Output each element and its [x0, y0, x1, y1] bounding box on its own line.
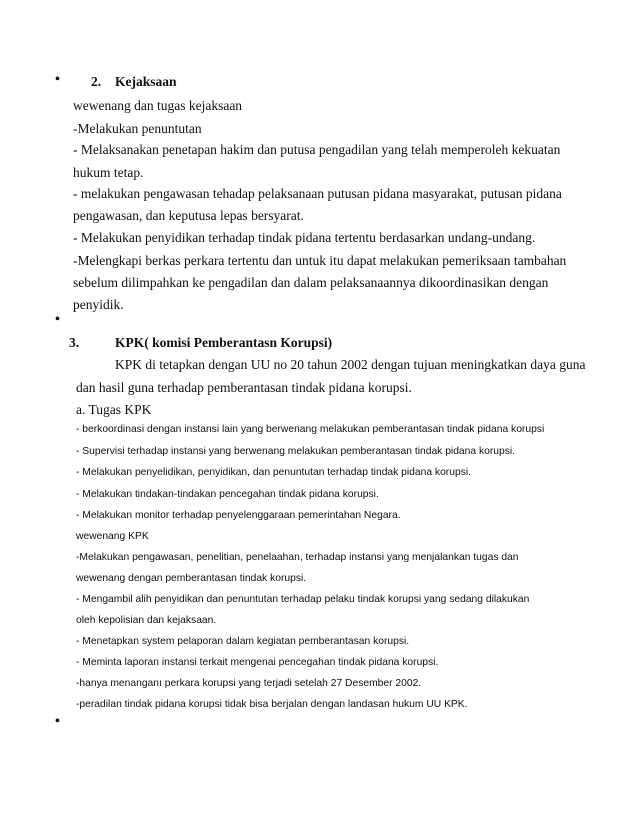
- list-bullet: •: [55, 714, 60, 729]
- list-item: - Melakukan tindakan-tindakan pencegahan tindak pidana korupsi.: [76, 489, 379, 500]
- section-title: KPK( komisi Pemberantasn Korupsi): [115, 335, 333, 350]
- list-item: - Melakukan monitor terhadap penyelenggaraan pemerintahan Negara.: [76, 510, 401, 521]
- list-item: - berkoordinasi dengan instansi lain yang berwenang melakukan pemberantasan tindak pidana korupsi: [76, 424, 545, 435]
- list-bullet: •: [55, 312, 60, 327]
- section-number: 2.: [91, 74, 102, 89]
- body-line: penyidik.: [73, 297, 124, 312]
- body-line: wewenang dan tugas kejaksaan: [73, 98, 243, 113]
- list-item: - Melakukan penyelidikan, penyidikan, dan penuntutan terhadap tindak pidana korupsi.: [76, 467, 471, 478]
- body-line: - Melakukan penyidikan terhadap tindak pidana tertentu berdasarkan undang-undang.: [73, 230, 536, 245]
- body-line: - melakukan pengawasan tehadap pelaksanaan putusan pidana masyarakat, putusan pidana: [73, 186, 562, 201]
- list-item: - Menetapkan system pelaporan dalam kegiatan pemberantasan korupsi.: [76, 636, 410, 647]
- list-item: -Melakukan pengawasan, penelitian, penelaahan, terhadap instansi yang menjalankan tugas dan: [76, 552, 519, 563]
- list-item: -hanya menanganı perkara korupsi yang terjadi setelah 27 Desember 2002.: [76, 678, 422, 689]
- body-line: hukum tetap.: [73, 165, 144, 180]
- body-line: -Melengkapi berkas perkara tertentu dan untuk itu dapat melakukan pemeriksaan tambahan: [73, 253, 567, 268]
- list-item: - Supervisi terhadap instansi yang berwenang melakukan pemberantasan tindak pidana korupsi.: [76, 446, 516, 457]
- body-line: - Melaksanakan penetapan hakim dan putusa pengadilan yang telah memperoleh kekuatan: [73, 142, 561, 157]
- subheading: wewenang KPK: [76, 531, 149, 542]
- body-line: KPK di tetapkan dengan UU no 20 tahun 2002 dengan tujuan meningkatkan daya guna: [115, 357, 586, 372]
- body-line: pengawasan, dan keputusa lepas bersyarat.: [73, 208, 304, 223]
- list-item: - Mengambil alih penyidikan dan penuntutan terhadap pelaku tindak korupsi yang sedang dilakukan: [76, 594, 530, 605]
- list-item: - Meminta laporan instansi terkait mengenai pencegahan tindak pidana korupsi.: [76, 657, 439, 668]
- section-number: 3.: [69, 335, 80, 350]
- body-line: -Melakukan penuntutan: [73, 121, 202, 136]
- subheading: a. Tugas KPK: [76, 402, 152, 417]
- body-line: sebelum dilimpahkan ke pengadilan dan dalam pelaksanaannya dikoordinasikan dengan: [73, 275, 549, 290]
- list-item: -peradilan tindak pidana korupsi tidak bisa berjalan dengan landasan hukum UU KPK.: [76, 699, 468, 710]
- list-bullet: •: [55, 72, 60, 87]
- list-item: wewenang dengan pemberantasan tindak korupsi.: [76, 573, 307, 584]
- body-line: dan hasil guna terhadap pemberantasan tindak pidana korupsi.: [76, 380, 412, 395]
- list-item: oleh kepolisian dan kejaksaan.: [76, 615, 217, 626]
- section-title: Kejaksaan: [115, 74, 177, 89]
